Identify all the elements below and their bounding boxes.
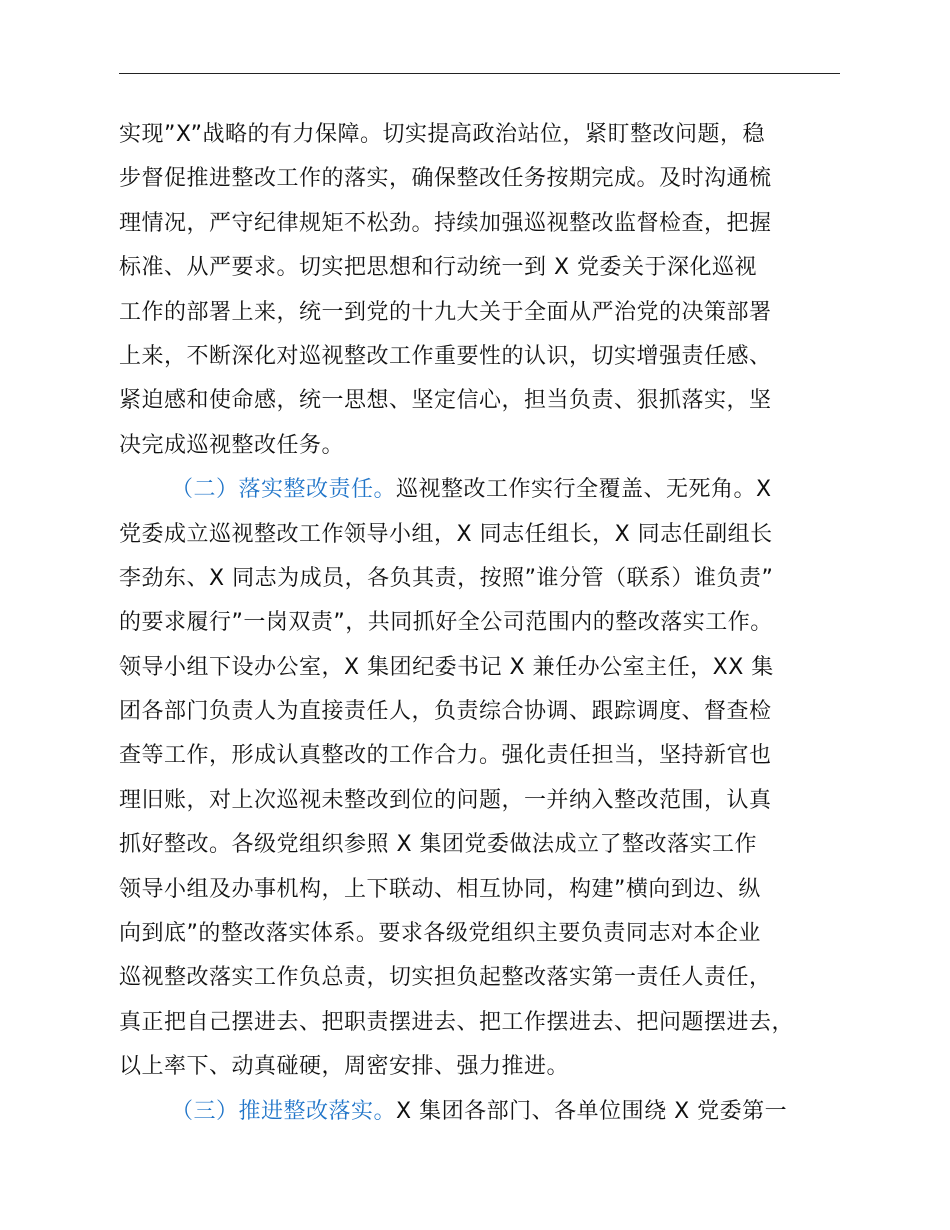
section-2-heading: （二）落实整改责任。 <box>171 477 397 503</box>
paragraph-line: 的要求履行”一岗双责”，共同抓好全公司范围内的整改落实工作。 <box>119 610 773 636</box>
paragraph-line: 步督促推进整改工作的落实，确保整改任务按期完成。及时沟通梳 <box>119 166 772 192</box>
paragraph-line: 实现”X”战略的有力保障。切实提高政治站位，紧盯整改问题，稳 <box>119 122 765 147</box>
paragraph-line: 紧迫感和使命感，统一思想、坚定信心，担当负责、狠抓落实，坚 <box>119 388 772 414</box>
section-3-heading: （三）推进整改落实。 <box>171 1098 397 1124</box>
paragraph-line: 李劲东、X 同志为成员，各负其责，按照”谁分管（联系）谁负责” <box>119 565 774 591</box>
section-3-first-line-text: X 集团各部门、各单位围绕 X 党委第一 <box>396 1098 788 1124</box>
section-3-first-line <box>119 1090 859 1134</box>
paragraph-line: 抓好整改。各级党组织参照 X 集团党委做法成立了整改落实工作 <box>119 832 758 858</box>
paragraph-line: 领导小组下设办公室，X 集团纪委书记 X 兼任办公室主任，XX 集 <box>119 654 774 680</box>
paragraph-line: 真正把自己摆进去、把职责摆进去、把工作摆进去、把问题摆进去， <box>119 1009 795 1035</box>
paragraph-line: 领导小组及办事机构，上下联动、相互协同，构建”横向到边、纵 <box>119 876 761 902</box>
header-rule <box>119 73 840 74</box>
paragraph-line: 向到底”的整改落实体系。要求各级党组织主要负责同志对本企业 <box>119 921 761 947</box>
paragraph-line: 上来，不断深化对巡视整改工作重要性的认识，切实增强责任感、 <box>119 343 772 369</box>
paragraph-line: 团各部门负责人为直接责任人，负责综合协调、跟踪调度、督查检 <box>119 699 772 725</box>
paragraph-line: 决完成巡视整改任务。 <box>119 432 345 458</box>
paragraph-line: 巡视整改落实工作负总责，切实担负起整改落实第一责任人责任， <box>119 965 772 991</box>
paragraph-line: 理情况，严守纪律规矩不松劲。持续加强巡视整改监督检查，把握 <box>119 210 772 236</box>
paragraph-line: 以上率下、动真碰硬，周密安排、强力推进。 <box>119 1054 570 1080</box>
paragraph-line: 理旧账，对上次巡视未整改到位的问题，一并纳入整改范围，认真 <box>119 787 772 813</box>
paragraph-line: 查等工作，形成认真整改的工作合力。强化责任担当，坚持新官也 <box>119 743 772 769</box>
paragraph-line: 党委成立巡视整改工作领导小组，X 同志任组长，X 同志任副组长 <box>119 521 773 547</box>
section-2-first-line-text: 巡视整改工作实行全覆盖、无死角。X <box>396 477 772 503</box>
paragraph-line: 标准、从严要求。切实把思想和行动统一到 X 党委关于深化巡视 <box>119 255 758 281</box>
section-2-first-line <box>119 468 859 512</box>
document-body <box>119 113 859 1134</box>
paragraph-line: 工作的部署上来，统一到党的十九大关于全面从严治党的决策部署 <box>119 299 772 325</box>
